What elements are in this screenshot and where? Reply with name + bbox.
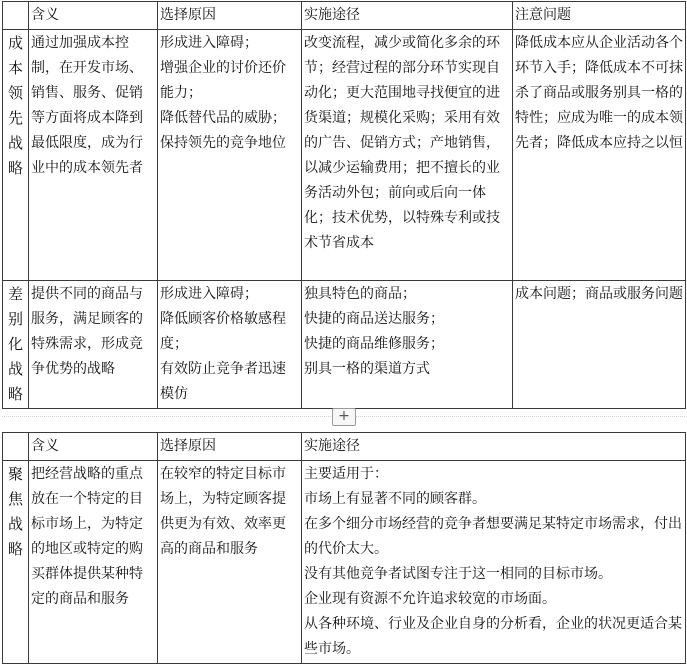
reason-item: 形成进入障碍； xyxy=(160,286,258,302)
reasons-cell: 在较窄的特定目标市场上，为特定顾客提供更为有效、效率更高的商品和服务 xyxy=(158,461,302,664)
header-reasons: 选择原因 xyxy=(158,433,302,461)
method-item: 没有其他竞争者试图专注于这一相同的目标市场。 xyxy=(304,566,612,582)
reason-item: 形成进入障碍； xyxy=(160,35,258,51)
table-header-row xyxy=(3,2,686,30)
notes-cell: 降低成本应从企业活动各个环节入手；降低成本不可抹杀了商品或服务别具一格的特性；应成为唯一的成本领先者；降低成本应持之以恒 xyxy=(513,30,686,281)
methods-cell xyxy=(302,461,686,664)
expand-button[interactable]: + xyxy=(332,408,356,426)
meaning-cell: 提供不同的商品与服务，满足顾客的特殊需求，形成竞争优势的战略 xyxy=(29,281,158,409)
table-row-focus xyxy=(3,461,686,664)
reason-item: 降低替代品的威胁； xyxy=(160,110,286,126)
header-methods: 实施途径 xyxy=(302,2,513,30)
strategy-table-2 xyxy=(2,432,686,664)
header-empty xyxy=(3,433,29,461)
header-reasons: 选择原因 xyxy=(158,2,302,30)
method-item: 从各种环境、行业及企业自身的分析看，企业的状况更适合某些市场。 xyxy=(304,616,682,657)
table-row-cost-leadership xyxy=(3,30,686,281)
meaning-cell: 通过加强成本控制，在开发市场、销售、服务、促销等方面将成本降到最低限度，成为行业中的成本领先者 xyxy=(29,30,158,281)
reasons-cell xyxy=(158,281,302,409)
method-item: 独具特色的商品； xyxy=(304,286,416,302)
strategy-name-cell xyxy=(3,281,29,409)
reasons-cell xyxy=(158,30,302,281)
reason-item: 增强企业的讨价还价能力； xyxy=(160,60,286,101)
header-meaning: 含义 xyxy=(29,2,158,30)
strategy-table-1 xyxy=(2,1,686,409)
method-item: 主要适用于： xyxy=(304,466,388,482)
table-header-row xyxy=(3,433,686,461)
notes-cell: 成本问题；商品或服务问题 xyxy=(513,281,686,409)
method-item: 快捷的商品维修服务； xyxy=(304,336,444,352)
method-item: 企业现有资源不允许追求较宽的市场面。 xyxy=(304,591,556,607)
method-item: 市场上有显著不同的顾客群。 xyxy=(304,491,486,507)
reason-item: 降低顾客价格敏感程度； xyxy=(160,311,286,352)
strategy-name: 成本领先战略 xyxy=(7,34,23,177)
methods-cell xyxy=(302,281,513,409)
strategy-name: 差别化战略 xyxy=(7,285,23,403)
reason-item: 有效防止竞争者迅速模仿 xyxy=(160,361,286,402)
method-item: 别具一格的渠道方式 xyxy=(304,361,430,377)
reason-item: 保持领先的竞争地位 xyxy=(160,135,286,151)
strategy-name-cell xyxy=(3,461,29,664)
methods-cell: 改变流程，减少或简化多余的环节；经营过程的部分环节实现自动化；更大范围地寻找便宜的进货渠道；规模化采购；采用有效的广告、促销方式；产地销售，以减少运输费用；把不擅长的业务活动外包；前向或后向一体化；技术优势，以特殊专利或技术节省成本 xyxy=(302,30,513,281)
header-empty xyxy=(3,2,29,30)
table-row-differentiation xyxy=(3,281,686,409)
header-methods: 实施途径 xyxy=(302,433,686,461)
header-notes: 注意问题 xyxy=(513,2,686,30)
strategy-name: 聚焦战略 xyxy=(7,465,23,558)
header-meaning: 含义 xyxy=(29,433,158,461)
meaning-cell: 把经营战略的重点放在一个特定的目标市场上，为特定的地区或特定的购买群体提供某种特定的商品和服务 xyxy=(29,461,158,664)
strategy-name-cell xyxy=(3,30,29,281)
method-item: 快捷的商品送达服务； xyxy=(304,311,444,327)
method-item: 在多个细分市场经营的竞争者想要满足某特定市场需求，付出的代价太大。 xyxy=(304,516,682,557)
